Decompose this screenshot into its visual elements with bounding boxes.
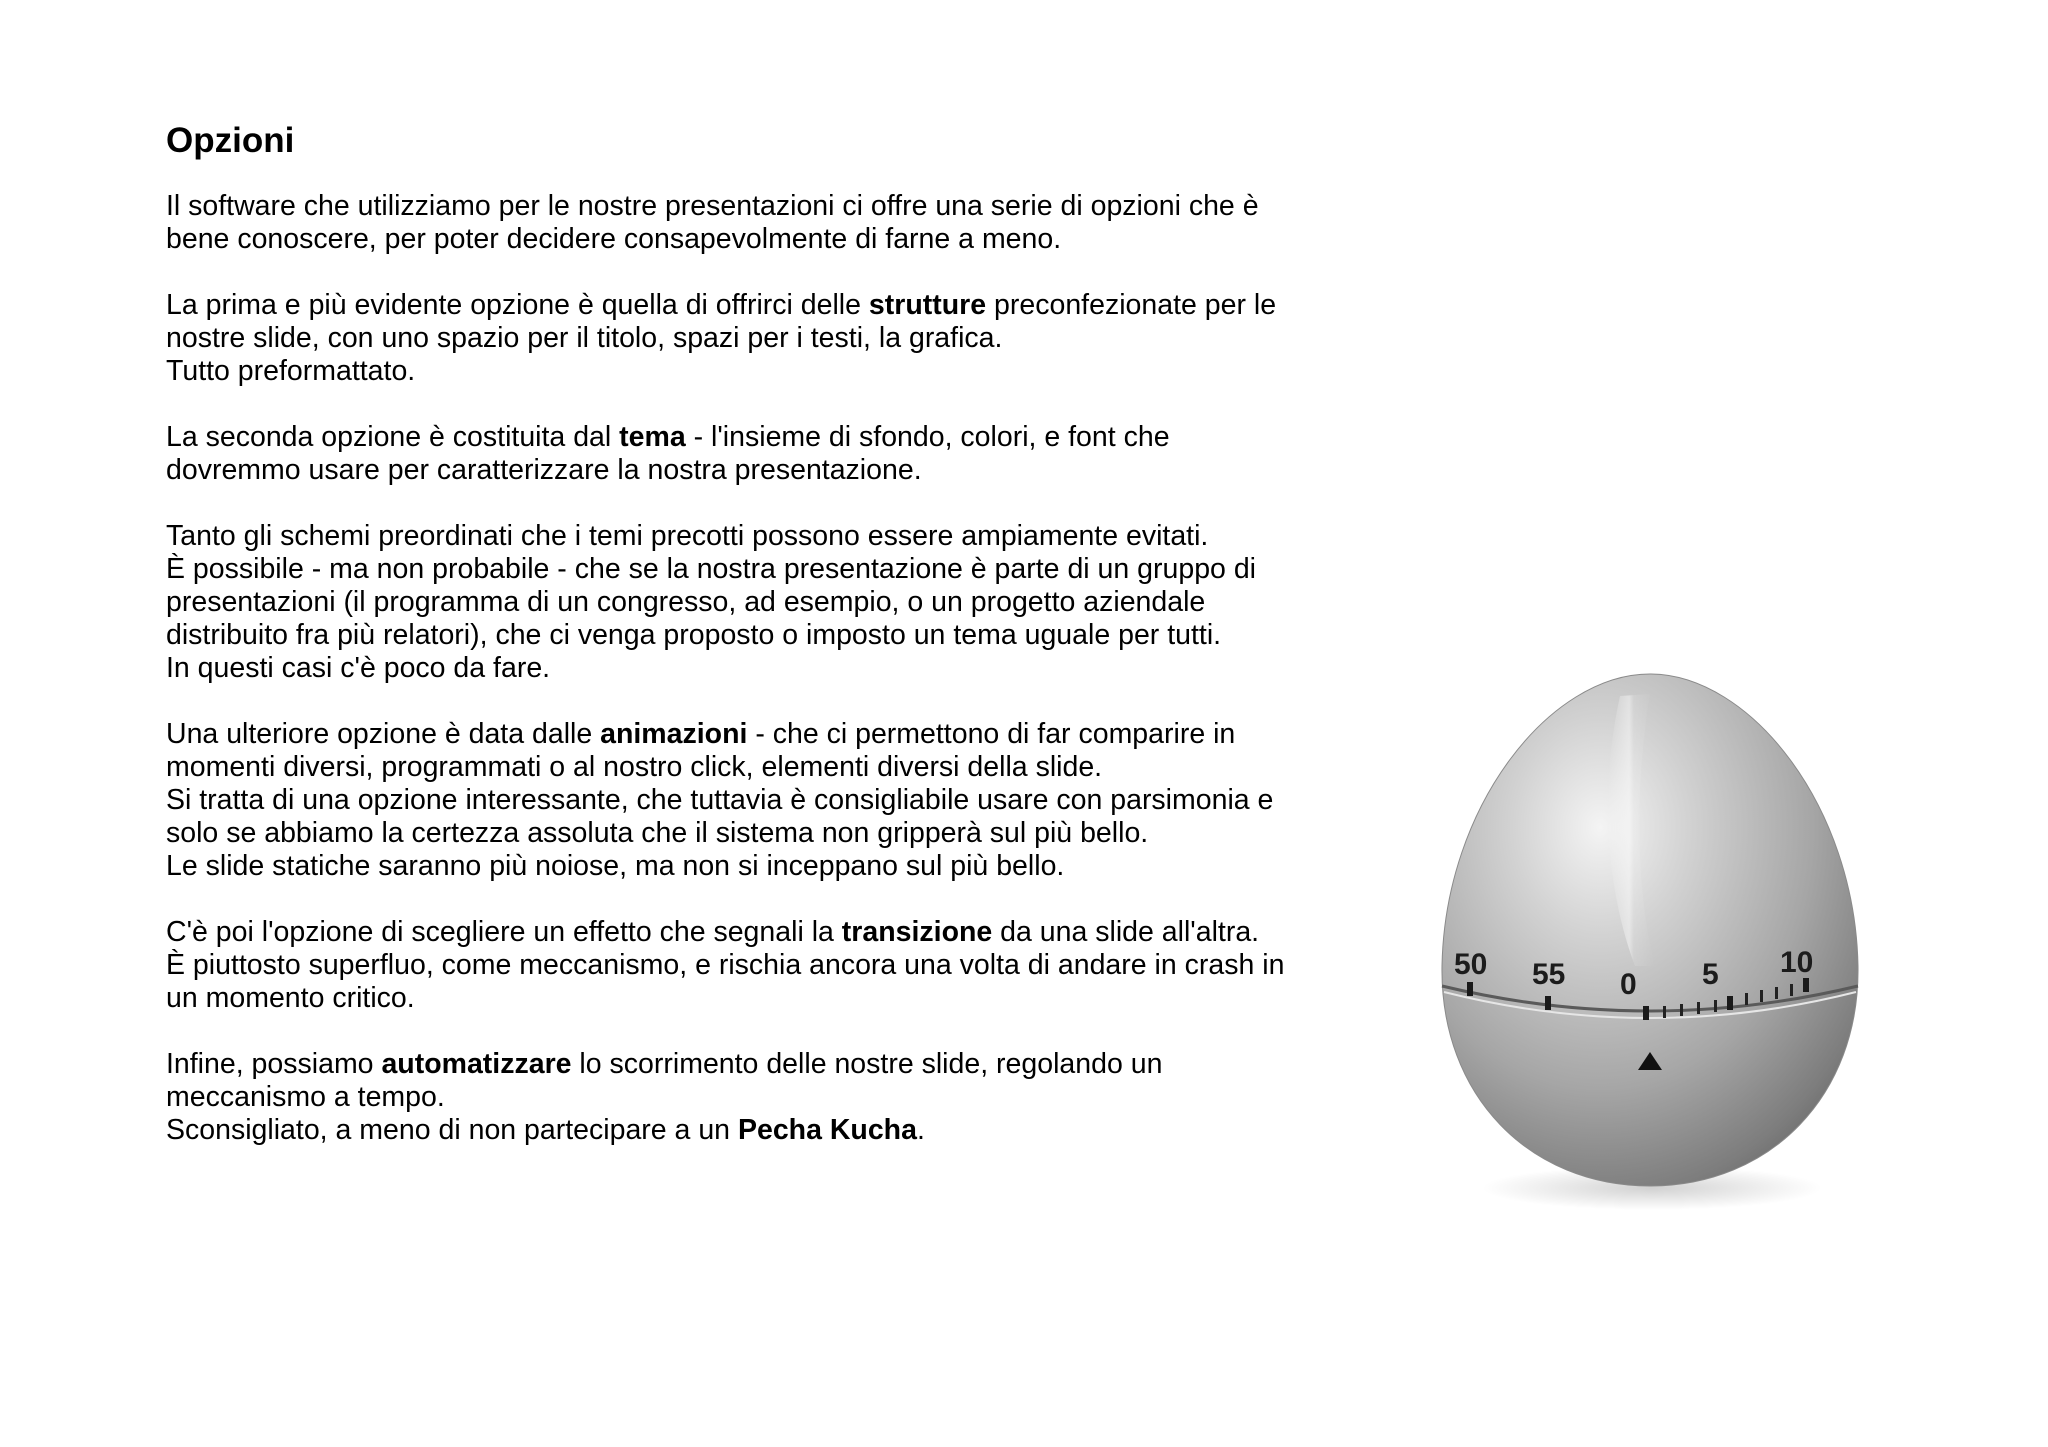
- dial-minor-tick: [1680, 1004, 1683, 1016]
- text-line: [166, 520, 1366, 553]
- text-run: Infine, possiamo: [166, 1048, 382, 1080]
- page-title: Opzioni: [166, 121, 295, 160]
- bold-term: automatizzare: [381, 1048, 572, 1080]
- text-run: Una ulteriore opzione è data dalle: [166, 718, 601, 750]
- dial-label: 10: [1780, 946, 1814, 979]
- bold-term: strutture: [868, 289, 987, 321]
- dial-minor-tick: [1775, 987, 1778, 999]
- dial-major-tick: [1545, 996, 1551, 1010]
- dial-major-tick: [1467, 982, 1473, 996]
- text-line: [166, 1114, 1366, 1147]
- text-run: meccanismo a tempo.: [166, 1081, 445, 1113]
- timer-body: [1442, 674, 1858, 1186]
- text-line: [166, 751, 1366, 784]
- bold-term: animazioni: [600, 718, 748, 750]
- dial-minor-tick: [1745, 993, 1748, 1005]
- dial-minor-tick: [1663, 1006, 1666, 1018]
- dial-label: 55: [1532, 958, 1566, 991]
- text-line: [166, 982, 1366, 1015]
- text-run: un momento critico.: [166, 982, 415, 1014]
- text-block: [166, 116, 1366, 1147]
- text-run: La prima e più evidente opzione è quella di offrirci delle: [166, 289, 869, 321]
- text-run: Sconsigliato, a meno di non partecipare a un: [166, 1114, 738, 1146]
- text-line: [166, 619, 1366, 652]
- text-run: Le slide statiche saranno più noiose, ma non si inceppano sul più bello.: [166, 850, 1065, 882]
- text-run: bene conoscere, per poter decidere consapevolmente di farne a meno.: [166, 223, 1062, 255]
- text-run: In questi casi c'è poco da fare.: [166, 652, 551, 684]
- text-line: [166, 553, 1366, 586]
- text-run: C'è poi l'opzione di scegliere un effetto che segnali la: [166, 916, 842, 948]
- paragraph: [166, 289, 1366, 388]
- dial-label: 0: [1620, 968, 1637, 1001]
- text-run: momenti diversi, programmati o al nostro click, elementi diversi della slide.: [166, 751, 1103, 783]
- dial-minor-tick: [1714, 1000, 1717, 1012]
- bold-term: transizione: [841, 916, 993, 948]
- text-line: [166, 355, 1366, 388]
- text-run: Tutto preformattato.: [166, 355, 416, 387]
- text-run: Tanto gli schemi preordinati che i temi precotti possono essere ampiamente evitati.: [166, 520, 1209, 552]
- text-run: presentazioni (il programma di un congresso, ad esempio, o un progetto aziendale: [166, 586, 1206, 618]
- dial-minor-tick: [1790, 984, 1793, 996]
- text-line: [166, 949, 1366, 982]
- text-line: [166, 850, 1366, 883]
- text-run: .: [916, 1114, 925, 1146]
- text-run: nostre slide, con uno spazio per il titolo, spazi per i testi, la grafica.: [166, 322, 1003, 354]
- text-line: [166, 1048, 1366, 1081]
- text-line: [166, 718, 1366, 751]
- text-line: [166, 586, 1366, 619]
- text-run: dovremmo usare per caratterizzare la nostra presentazione.: [166, 454, 922, 486]
- dial-minor-tick: [1697, 1002, 1700, 1014]
- paragraph: [166, 1048, 1366, 1147]
- dial-major-tick: [1727, 996, 1733, 1010]
- text-run: È piuttosto superfluo, come meccanismo, e rischia ancora una volta di andare in crash in: [166, 949, 1285, 981]
- dial-major-tick: [1643, 1006, 1649, 1020]
- text-run: La seconda opzione è costituita dal: [166, 421, 620, 453]
- text-run: Il software che utilizziamo per le nostre presentazioni ci offre una serie di opzioni che è: [166, 190, 1259, 222]
- text-line: [166, 652, 1366, 685]
- paragraphs: [166, 190, 1366, 1147]
- text-line: [166, 784, 1366, 817]
- dial-label: 5: [1702, 958, 1719, 991]
- dial-label: 50: [1454, 948, 1488, 981]
- text-run: - che ci permettono di far comparire in: [747, 718, 1236, 750]
- text-line: [166, 289, 1366, 322]
- egg-timer-image: [1430, 666, 1870, 1226]
- text-line: [166, 322, 1366, 355]
- text-line: [166, 421, 1366, 454]
- paragraph: [166, 520, 1366, 685]
- text-line: [166, 223, 1366, 256]
- dial-minor-tick: [1760, 990, 1763, 1002]
- text-run: lo scorrimento delle nostre slide, regolando un: [571, 1048, 1163, 1080]
- text-run: da una slide all'altra.: [992, 916, 1260, 948]
- text-line: [166, 190, 1366, 223]
- paragraph: [166, 718, 1366, 883]
- text-run: distribuito fra più relatori), che ci venga proposto o imposto un tema uguale per tutti.: [166, 619, 1222, 651]
- text-line: [166, 454, 1366, 487]
- bold-term: tema: [619, 421, 686, 453]
- bold-term: Pecha Kucha: [737, 1114, 917, 1146]
- text-run: - l'insieme di sfondo, colori, e font che: [685, 421, 1170, 453]
- text-run: solo se abbiamo la certezza assoluta che il sistema non gripperà sul più bello.: [166, 817, 1149, 849]
- paragraph: [166, 421, 1366, 487]
- text-line: [166, 916, 1366, 949]
- paragraph: [166, 916, 1366, 1015]
- paragraph: [166, 190, 1366, 256]
- text-line: [166, 1081, 1366, 1114]
- dial-major-tick: [1803, 978, 1809, 992]
- text-run: preconfezionate per le: [986, 289, 1277, 321]
- text-run: È possibile - ma non probabile - che se la nostra presentazione è parte di un gruppo di: [166, 553, 1256, 585]
- text-run: Si tratta di una opzione interessante, che tuttavia è consigliabile usare con parsimonia e: [166, 784, 1274, 816]
- text-line: [166, 817, 1366, 850]
